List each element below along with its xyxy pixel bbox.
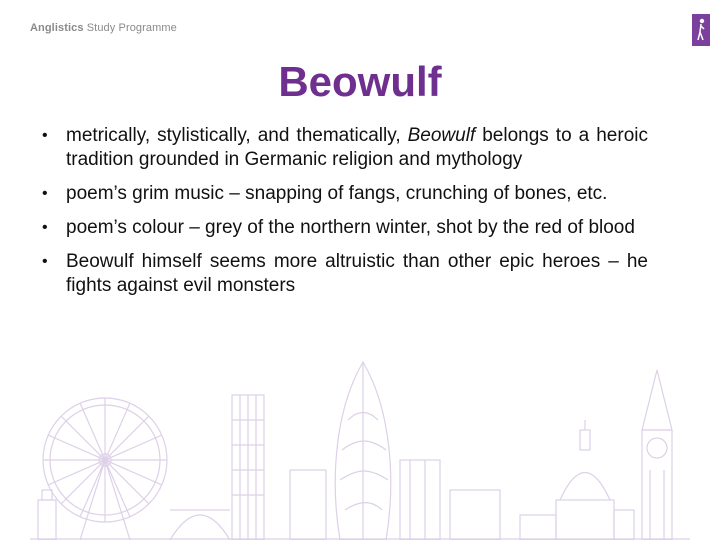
london-skyline-watermark [0,350,720,540]
slide-title: Beowulf [278,58,442,105]
bullet-text: poem’s colour – grey of the northern winter, shot by the red of blood [66,217,635,238]
programme-header [30,22,177,34]
ferris-wheel-icon [43,398,167,540]
bullet-dot-icon: • [42,253,48,270]
bullet-text-after: belongs to a heroic tradition grounded in Germanic religion and mythology [66,125,648,170]
bullet-italic: Beowulf [407,125,476,146]
bullet-item [42,250,648,298]
bullet-item [42,124,648,172]
figure-logo-icon [692,14,710,46]
gherkin-tower-icon [335,362,390,540]
clock-tower-icon [642,370,672,540]
bullet-text: metrically, stylistically, and thematically, [66,125,408,146]
tower-block-icon [232,395,264,540]
bullet-item [42,182,648,206]
bullet-item [42,216,648,240]
bullet-list [42,124,648,308]
bullet-dot-icon: • [42,219,48,236]
bullet-dot-icon: • [42,127,48,144]
bullet-text: poem’s grim music – snapping of fangs, crunching of bones, etc. [66,183,608,204]
header-brand: Anglistics [30,22,84,34]
bullet-dot-icon: • [42,185,48,202]
dome-building-icon [520,420,634,540]
header-subtitle: Study Programme [86,22,177,34]
bullet-text: Beowulf himself seems more altruistic than other epic heroes – he fights against evil monsters [66,251,648,296]
